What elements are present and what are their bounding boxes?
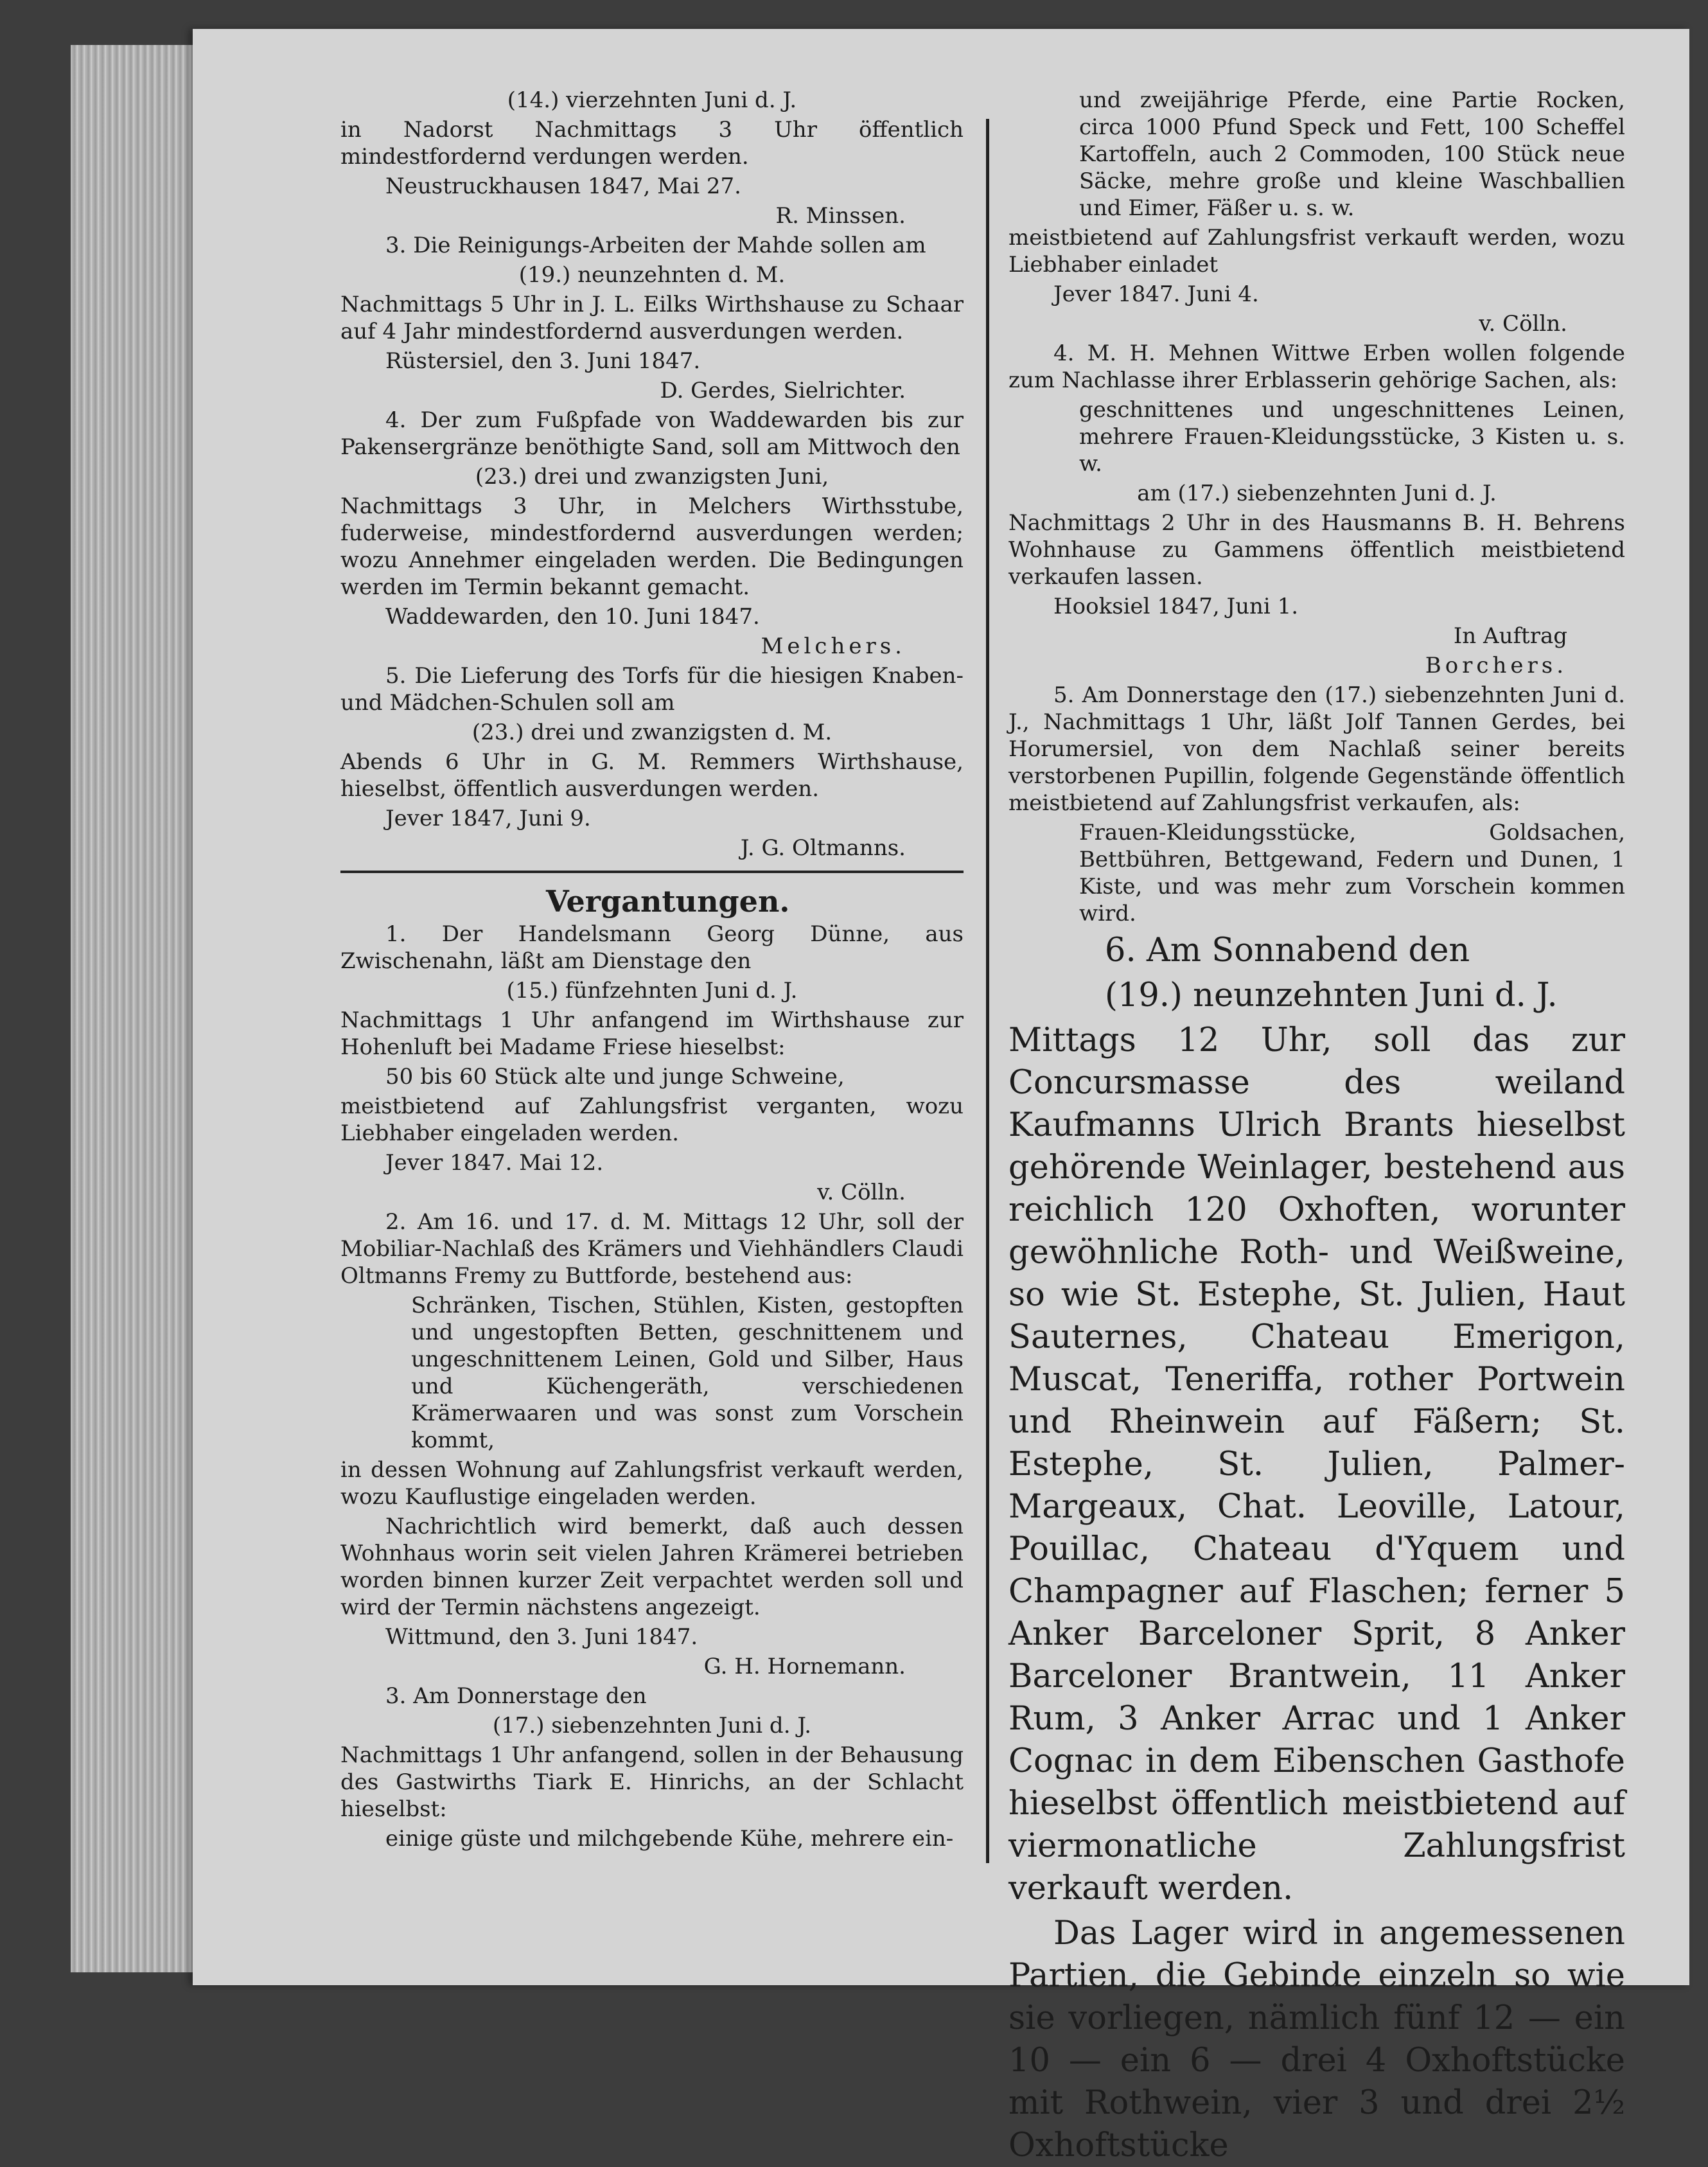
wine-auction-notice <box>1008 930 1625 2167</box>
text-line-b04: Das Lager wird in angemessenen Partien, die Gebinde einzeln so wie sie vorliegen, nämlich fünf 12 — ein 10 — ein 6 — drei 4 Oxhoftstücke mit Rothwein, vier 3 und drei 2½ Oxhoftstücke <box>1008 1915 1625 2164</box>
auctions-block <box>340 921 964 1852</box>
section-heading-vergantungen: Vergantungen. <box>546 884 790 919</box>
text-line-l03: Neustruckhausen 1847, Mai 27. <box>385 173 741 199</box>
text-line-m15: (17.) siebenzehnten Juni d. J. <box>492 1713 812 1738</box>
text-line-l16: (23.) drei und zwanzigsten d. M. <box>471 720 832 745</box>
text-line-r06: geschnittenes und ungeschnittenes Leinen, mehrere Frauen-Kleidungsstücke, 3 Kisten u. s. w. <box>1079 397 1625 477</box>
text-line-l09: D. Gerdes, Sielrichter. <box>660 378 906 403</box>
text-line-r13: Frauen-Kleidungsstücke, Goldsachen, Bettbühren, Bettgewand, Federn und Dunen, 1 Kiste, und was mehr zum Vorschein kommen wird. <box>1079 820 1625 926</box>
text-line-l12: Nachmittags 3 Uhr, in Melchers Wirthsstube, fuderweise, mindestfordernd ausverdungen werden; wozu Annehmer eingeladen werden. Die Bedingungen werden im Termin bekannt gemacht. <box>340 493 964 600</box>
text-line-r12: 5. Am Donnerstage den (17.) siebenzehnten Juni d. J., Nachmittags 1 Uhr, läßt Jolf Tannen Gerdes, bei Horumersiel, von dem Nachlaß seiner bereits verstorbenen Pupillin, folgende Gegenstände öffentlich meistbietend auf Zahlungsfrist verkaufen, als: <box>1008 682 1625 816</box>
text-line-m02: (15.) fünfzehnten Juni d. J. <box>506 978 798 1004</box>
text-line-b02: (19.) neunzehnten Juni d. J. <box>1105 977 1558 1014</box>
text-line-r05: 4. M. H. Mehnen Wittwe Erben wollen folgende zum Nachlasse ihrer Erblasserin gehörige Sachen, als: <box>1008 341 1625 393</box>
text-line-m03: Nachmittags 1 Uhr anfangend im Wirthshause zur Hohenluft bei Madame Friese hieselbst: <box>340 1007 964 1060</box>
announcements-block <box>340 87 964 862</box>
text-line-l01: (14.) vierzehnten Juni d. J. <box>507 87 797 113</box>
text-line-r03: Jever 1847. Juni 4. <box>1053 281 1259 307</box>
right-column <box>1008 87 1625 2164</box>
text-line-m07: v. Cölln. <box>817 1180 906 1205</box>
text-line-m05: meistbietend auf Zahlungsfrist verganten, wozu Liebhaber eingeladen werden. <box>340 1093 964 1146</box>
text-line-m01: 1. Der Handelsmann Georg Dünne, aus Zwischenahn, läßt am Dienstage den <box>340 921 964 974</box>
text-line-m17: einige güste und milchgebende Kühe, mehrere ein- <box>385 1826 954 1852</box>
text-line-l02: in Nadorst Nachmittags 3 Uhr öffentlich mindestfordernd verdungen werden. <box>340 117 964 170</box>
column-rule <box>986 119 989 1863</box>
text-line-m06: Jever 1847. Mai 12. <box>385 1150 604 1176</box>
text-line-m16: Nachmittags 1 Uhr anfangend, sollen in der Behausung des Gastwirths Tiark E. Hinrichs, an der Schlacht hieselbst: <box>340 1742 964 1822</box>
text-line-b03: Mittags 12 Uhr, soll das zur Concursmasse des weiland Kaufmanns Ulrich Brants hieselbst gehörende Weinlager, bestehend aus reichlich 120 Oxhoften, worunter gewöhnliche Roth- und Weißweine, so wie St. Estephe, St. Julien, Haut Sauternes, Chateau Emerigon, Muscat, Teneriffa, rother Portwein und Rheinwein auf Fäßern; St. Estephe, St. Julien, Palmer-Margeaux, Chat. Leoville, Latour, Pouillac, Chateau d'Yquem und Champagner auf Flaschen; ferner 5 Anker Barceloner Sprit, 8 Anker Barceloner Brantwein, 11 Anker Rum, 3 Anker Arrac und 1 Anker Cognac in dem Eibenschen Gasthofe hieselbst öffentlich meistbietend auf viermonatliche Zahlungsfrist verkauft werden. <box>1008 1022 1625 1907</box>
text-line-l04: R. Minssen. <box>775 203 906 229</box>
text-line-r04: v. Cölln. <box>1479 311 1567 337</box>
text-line-r07: am (17.) siebenzehnten Juni d. J. <box>1137 481 1497 506</box>
text-line-m04: 50 bis 60 Stück alte und junge Schweine, <box>385 1064 845 1090</box>
text-line-m13: G. H. Hornemann. <box>703 1654 906 1679</box>
auctions-continued-block <box>1008 87 1625 927</box>
text-line-m10: in dessen Wohnung auf Zahlungsfrist verkauft werden, wozu Kauflustige eingeladen werden. <box>340 1457 964 1510</box>
text-line-m14: 3. Am Donnerstage den <box>385 1683 647 1709</box>
text-line-l11: (23.) drei und zwanzigsten Juni, <box>475 464 829 490</box>
text-line-l06: (19.) neunzehnten d. M. <box>518 262 786 288</box>
text-line-m09: Schränken, Tischen, Stühlen, Kisten, gestopften und ungestopften Betten, geschnittenem und ungeschnittenem Leinen, Gold und Silber, Haus und Küchengeräth, verschiedenen Krämerwaaren und was sonst zum Vorschein kommt, <box>411 1293 964 1453</box>
text-line-r08: Nachmittags 2 Uhr in des Hausmanns B. H. Behrens Wohnhause zu Gammens öffentlich meistbietend verkaufen lassen. <box>1008 510 1625 590</box>
text-line-l08: Rüstersiel, den 3. Juni 1847. <box>385 348 701 374</box>
text-line-r09: Hooksiel 1847, Juni 1. <box>1053 594 1299 619</box>
text-line-m11: Nachrichtlich wird bemerkt, daß auch dessen Wohnhaus worin seit vielen Jahren Krämerei betrieben worden binnen kurzer Zeit verpachtet werden soll und wird der Termin nächstens angezeigt. <box>340 1514 964 1620</box>
text-line-r02: meistbietend auf Zahlungsfrist verkauft werden, wozu Liebhaber einladet <box>1008 225 1625 278</box>
text-line-l13: Waddewarden, den 10. Juni 1847. <box>385 604 760 630</box>
text-line-l05: 3. Die Reinigungs-Arbeiten der Mahde sollen am <box>385 233 926 258</box>
text-line-l19: J. G. Oltmanns. <box>740 835 906 861</box>
text-line-r01: und zweijährige Pferde, eine Partie Rocken, circa 1000 Pfund Speck und Fett, 100 Scheffel Kartoffeln, auch 2 Commoden, 100 Stück neue Säcke, mehre große und kleine Waschballien und Eimer, Fäßer u. s. w. <box>1079 87 1625 221</box>
text-line-l07: Nachmittags 5 Uhr in J. L. Eilks Wirthshause zu Schaar auf 4 Jahr mindestfordernd ausverdungen werden. <box>340 292 964 344</box>
text-line-b01: 6. Am Sonnabend den <box>1105 932 1470 969</box>
text-line-l15: 5. Die Lieferung des Torfs für die hiesigen Knaben- und Mädchen-Schulen soll am <box>340 663 964 716</box>
text-line-m08: 2. Am 16. und 17. d. M. Mittags 12 Uhr, soll der Mobiliar-Nachlaß des Krämers und Viehhändlers Claudi Oltmanns Fremy zu Buttforde, bestehend aus: <box>340 1209 964 1289</box>
text-line-m12: Wittmund, den 3. Juni 1847. <box>385 1624 698 1650</box>
text-line-l10: 4. Der zum Fußpfade von Waddewarden bis zur Pakensergränze benöthigte Sand, soll am Mittwoch den <box>340 407 964 460</box>
left-column <box>340 87 964 1956</box>
text-line-r11: Borchers. <box>1425 653 1567 678</box>
text-line-l18: Jever 1847, Juni 9. <box>385 806 591 831</box>
text-line-l14: Melchers. <box>761 633 906 659</box>
section-divider <box>340 871 964 873</box>
text-line-r10: In Auftrag <box>1453 623 1567 649</box>
text-line-l17: Abends 6 Uhr in G. M. Remmers Wirthshause, hieselbst, öffentlich ausverdungen werden. <box>340 749 964 802</box>
